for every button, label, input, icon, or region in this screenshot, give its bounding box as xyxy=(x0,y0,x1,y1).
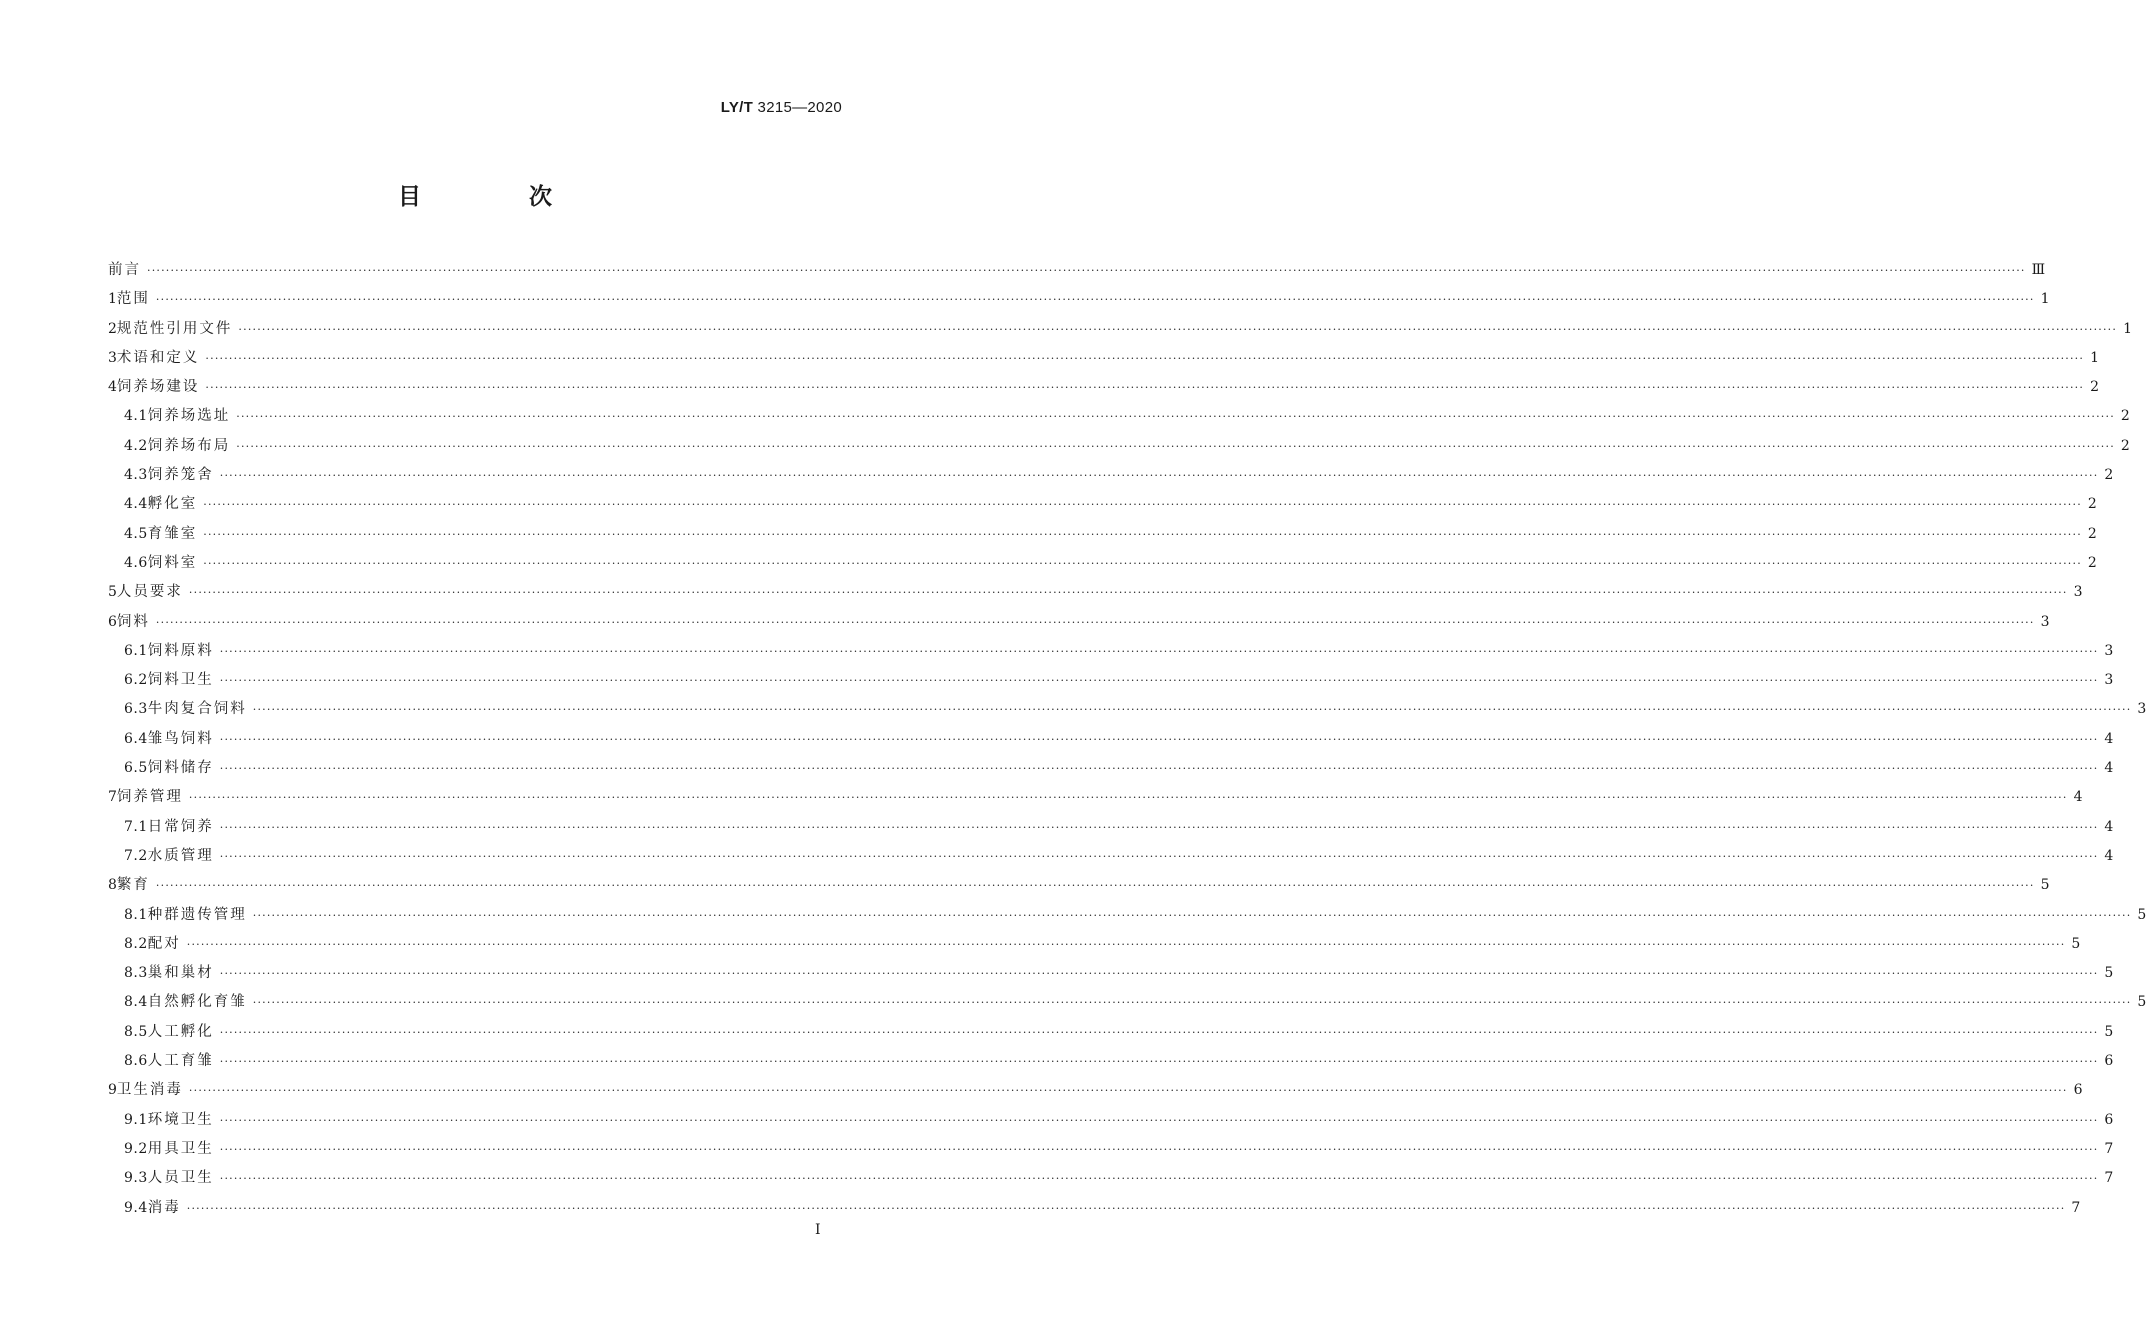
toc-leader-dots: ················································································································································································································································································································································································································ xyxy=(219,762,2099,776)
toc-entry-page: 4 xyxy=(2073,789,2083,806)
toc-entry[interactable] xyxy=(108,578,2083,607)
toc-entry-label: 配对 xyxy=(147,935,181,952)
toc-entry-page: 2 xyxy=(2087,496,2097,513)
toc-leader-dots: ················································································································································································································································································································································································································ xyxy=(188,586,2068,600)
toc-leader-dots: ················································································································································································································································································································································································································ xyxy=(203,498,2082,512)
toc-entry-label: 饲料储存 xyxy=(147,760,214,777)
toc-entry-page: 2 xyxy=(2090,379,2099,396)
toc-entry-page: 5 xyxy=(2104,965,2114,982)
toc-entry-number: 6.3 xyxy=(124,701,148,718)
toc-entry-number: 2 xyxy=(108,320,117,337)
toc-entry[interactable] xyxy=(108,1047,2114,1076)
toc-leader-dots: ················································································································································································································································································································································································································ xyxy=(238,322,2118,336)
toc-entry-page: 3 xyxy=(2073,584,2083,601)
toc-entry-label: 饲养场选址 xyxy=(147,408,231,425)
toc-leader-dots: ················································································································································································································································································································································································································ xyxy=(205,381,2085,395)
page-title: 目 次 xyxy=(397,184,602,210)
toc-leader-dots: ················································································································································································································································································································································································································ xyxy=(219,849,2099,863)
toc-entry-label: 饲料 xyxy=(116,613,150,630)
toc-entry[interactable] xyxy=(108,520,2097,549)
toc-entry[interactable] xyxy=(108,783,2083,812)
toc-leader-dots: ················································································································································································································································································································································································································ xyxy=(219,1025,2099,1039)
toc-leader-dots: ················································································································································································································································································································································································································ xyxy=(203,556,2082,570)
toc-leader-dots: ················································································································································································································································································································································································································ xyxy=(219,967,2099,981)
toc-entry-number: 7 xyxy=(108,789,117,806)
toc-leader-dots: ················································································································································································································································································································································································································ xyxy=(203,527,2082,541)
toc-entry-page: 7 xyxy=(2104,1170,2114,1187)
toc-entry-label: 消毒 xyxy=(147,1199,181,1216)
toc-entry-number: 9.3 xyxy=(124,1170,148,1187)
toc-entry-page: 3 xyxy=(2040,613,2050,630)
toc-entry[interactable] xyxy=(108,285,2050,314)
toc-leader-dots: ················································································································································································································································································································································································································ xyxy=(147,264,2026,277)
toc-leader-dots: ················································································································································································································································································································································································································ xyxy=(155,615,2035,629)
toc-entry[interactable] xyxy=(108,549,2097,578)
toc-entry-label: 卫生消毒 xyxy=(116,1082,183,1099)
toc-entry-label: 育雏室 xyxy=(147,525,198,542)
toc-entry[interactable] xyxy=(108,666,2114,695)
toc-entry-number: 4.4 xyxy=(124,496,148,513)
toc-entry[interactable] xyxy=(108,695,2146,724)
toc-entry-number: 6.5 xyxy=(124,760,148,777)
toc-entry-page: 7 xyxy=(2104,1140,2114,1157)
table-of-contents xyxy=(108,256,2146,1223)
toc-leader-dots: ················································································································································································································································································································································································································ xyxy=(219,469,2099,483)
toc-entry-page: 4 xyxy=(2104,760,2114,777)
toc-entry-page: 4 xyxy=(2104,730,2114,747)
toc-entry-number: 9.1 xyxy=(124,1111,148,1128)
toc-entry[interactable] xyxy=(108,490,2097,519)
toc-leader-dots: ················································································································································································································································································································································································································ xyxy=(252,996,2132,1010)
toc-entry-label: 饲养场建设 xyxy=(116,379,200,396)
toc-entry-page: 3 xyxy=(2104,642,2114,659)
toc-entry-number: 6.4 xyxy=(124,730,148,747)
toc-entry-page: 5 xyxy=(2137,994,2146,1011)
toc-entry[interactable] xyxy=(108,1018,2114,1047)
toc-entry-number: 1 xyxy=(108,291,117,308)
standard-prefix: LY/T xyxy=(720,99,754,116)
toc-entry-number: 8.4 xyxy=(124,994,148,1011)
toc-entry-page: 2 xyxy=(2104,467,2114,484)
toc-entry-label: 孵化室 xyxy=(147,496,198,513)
toc-entry[interactable] xyxy=(108,432,2130,461)
toc-entry-label: 环境卫生 xyxy=(147,1111,214,1128)
toc-entry-number: 8.1 xyxy=(124,906,148,923)
toc-entry-number: 4.2 xyxy=(124,437,148,454)
toc-entry[interactable] xyxy=(108,813,2114,842)
toc-entry-label: 种群遗传管理 xyxy=(147,906,247,923)
toc-entry-label: 饲养管理 xyxy=(116,789,183,806)
toc-entry[interactable] xyxy=(108,608,2050,637)
toc-entry-page: 2 xyxy=(2120,437,2130,454)
toc-entry[interactable] xyxy=(108,1135,2114,1164)
toc-entry-page: 3 xyxy=(2104,672,2114,689)
toc-entry-label: 人工孵化 xyxy=(147,1023,214,1040)
toc-entry-page: 2 xyxy=(2087,554,2097,571)
toc-entry-number: 9.2 xyxy=(124,1140,148,1157)
toc-entry-label: 前言 xyxy=(108,262,141,278)
toc-entry[interactable] xyxy=(108,461,2114,490)
toc-entry-label: 饲养笼舍 xyxy=(147,467,214,484)
toc-leader-dots: ················································································································································································································································································································································································································ xyxy=(186,937,2066,951)
toc-leader-dots: ················································································································································································································································································································································································································ xyxy=(219,732,2099,746)
toc-leader-dots: ················································································································································································································································································································································································································ xyxy=(236,410,2115,424)
toc-leader-dots: ················································································································································································································································································································································································································ xyxy=(219,644,2099,658)
toc-entry-number: 5 xyxy=(108,584,117,601)
toc-entry-number: 6.2 xyxy=(124,672,148,689)
toc-entry-number: 6 xyxy=(108,613,117,630)
toc-entry-number: 4 xyxy=(108,379,117,396)
toc-entry-page: 6 xyxy=(2073,1082,2083,1099)
toc-entry-number: 7.1 xyxy=(124,818,148,835)
toc-entry[interactable] xyxy=(108,959,2114,988)
toc-entry-label: 水质管理 xyxy=(147,847,214,864)
toc-entry-page: 1 xyxy=(2123,320,2132,337)
toc-entry-page: 5 xyxy=(2137,906,2146,923)
toc-entry-page: 4 xyxy=(2104,847,2114,864)
toc-leader-dots: ················································································································································································································································································································································································································ xyxy=(252,703,2132,717)
toc-entry-label: 日常饲养 xyxy=(147,818,214,835)
toc-leader-dots: ················································································································································································································································································································································································································ xyxy=(219,1113,2099,1127)
toc-leader-dots: ················································································································································································································································································································································································································ xyxy=(219,820,2099,834)
toc-entry[interactable] xyxy=(108,842,2114,871)
toc-leader-dots: ················································································································································································································································································································································································································ xyxy=(219,1142,2099,1156)
toc-entry-page: 4 xyxy=(2104,818,2114,835)
toc-entry-label: 饲料原料 xyxy=(147,642,214,659)
page-folio: I xyxy=(815,1222,821,1238)
toc-entry-label: 术语和定义 xyxy=(116,349,200,366)
toc-entry[interactable] xyxy=(108,402,2130,431)
toc-entry-label: 饲养场布局 xyxy=(147,437,231,454)
toc-entry-number: 4.6 xyxy=(124,554,148,571)
toc-entry-number: 9 xyxy=(108,1082,117,1099)
toc-entry[interactable] xyxy=(108,754,2114,783)
toc-entry-page: 2 xyxy=(2087,525,2097,542)
toc-entry-number: 4.1 xyxy=(124,408,148,425)
toc-entry-page: 2 xyxy=(2120,408,2130,425)
toc-entry[interactable] xyxy=(108,344,2099,373)
toc-entry[interactable] xyxy=(108,315,2132,344)
toc-entry-page: 1 xyxy=(2040,291,2050,308)
toc-entry[interactable] xyxy=(108,871,2050,900)
toc-entry-number: 4.5 xyxy=(124,525,148,542)
toc-entry-page: 7 xyxy=(2071,1199,2081,1216)
toc-entry-number: 4.3 xyxy=(124,467,148,484)
standard-code xyxy=(721,99,842,116)
toc-leader-dots: ················································································································································································································································································································································································································ xyxy=(236,439,2115,453)
toc-entry[interactable] xyxy=(108,1164,2114,1193)
toc-entry-page: 6 xyxy=(2104,1111,2114,1128)
toc-entry-label: 饲料卫生 xyxy=(147,672,214,689)
toc-leader-dots: ················································································································································································································································································································································································································ xyxy=(186,1201,2066,1215)
toc-entry-label: 人员卫生 xyxy=(147,1170,214,1187)
toc-entry[interactable] xyxy=(108,901,2146,930)
toc-entry-page: 5 xyxy=(2040,877,2050,894)
toc-entry[interactable] xyxy=(108,256,2046,285)
toc-entry-page: 5 xyxy=(2071,935,2081,952)
toc-entry[interactable] xyxy=(108,1194,2081,1223)
toc-entry[interactable] xyxy=(108,373,2099,402)
toc-leader-dots: ················································································································································································································································································································································································································ xyxy=(188,791,2068,805)
toc-entry[interactable] xyxy=(108,637,2114,666)
toc-entry-number: 9.4 xyxy=(124,1199,148,1216)
toc-entry-page: 5 xyxy=(2104,1023,2114,1040)
toc-leader-dots: ················································································································································································································································································································································································································ xyxy=(188,1084,2068,1098)
toc-entry-label: 人员要求 xyxy=(116,584,183,601)
toc-entry[interactable] xyxy=(108,930,2081,959)
toc-entry-number: 8.2 xyxy=(124,935,148,952)
toc-entry[interactable] xyxy=(108,988,2146,1017)
toc-leader-dots: ················································································································································································································································································································································································································ xyxy=(219,1055,2099,1069)
toc-entry-page: 6 xyxy=(2104,1053,2114,1070)
toc-entry-label: 牛肉复合饲料 xyxy=(147,701,247,718)
toc-leader-dots: ················································································································································································································································································································································································································ xyxy=(252,908,2132,922)
toc-leader-dots: ················································································································································································································································································································································································································ xyxy=(205,351,2085,365)
toc-entry-label: 饲料室 xyxy=(147,554,198,571)
toc-leader-dots: ················································································································································································································································································································································································································ xyxy=(219,1172,2099,1186)
toc-entry-page: Ⅲ xyxy=(2031,262,2046,278)
toc-entry-number: 8 xyxy=(108,877,117,894)
toc-entry[interactable] xyxy=(108,1076,2083,1105)
toc-entry-number: 8.5 xyxy=(124,1023,148,1040)
toc-entry-number: 3 xyxy=(108,349,117,366)
toc-entry-label: 范围 xyxy=(116,291,150,308)
toc-entry[interactable] xyxy=(108,725,2114,754)
toc-entry-number: 6.1 xyxy=(124,642,148,659)
toc-entry-label: 人工育雏 xyxy=(147,1053,214,1070)
toc-entry-page: 3 xyxy=(2137,701,2146,718)
toc-entry-label: 用具卫生 xyxy=(147,1140,214,1157)
toc-leader-dots: ················································································································································································································································································································································································································ xyxy=(155,293,2035,307)
toc-entry[interactable] xyxy=(108,1106,2114,1135)
toc-entry-label: 雏鸟饲料 xyxy=(147,730,214,747)
toc-entry-label: 规范性引用文件 xyxy=(116,320,233,337)
toc-entry-label: 自然孵化育雏 xyxy=(147,994,247,1011)
toc-entry-page: 1 xyxy=(2090,349,2099,366)
toc-leader-dots: ················································································································································································································································································································································································································ xyxy=(155,879,2035,893)
toc-entry-label: 巢和巢材 xyxy=(147,965,214,982)
standard-number: 3215—2020 xyxy=(757,99,842,116)
toc-entry-number: 7.2 xyxy=(124,847,148,864)
toc-leader-dots: ················································································································································································································································································································································································································ xyxy=(219,674,2099,688)
toc-entry-number: 8.6 xyxy=(124,1053,148,1070)
toc-entry-number: 8.3 xyxy=(124,965,148,982)
toc-entry-label: 繁育 xyxy=(116,877,150,894)
